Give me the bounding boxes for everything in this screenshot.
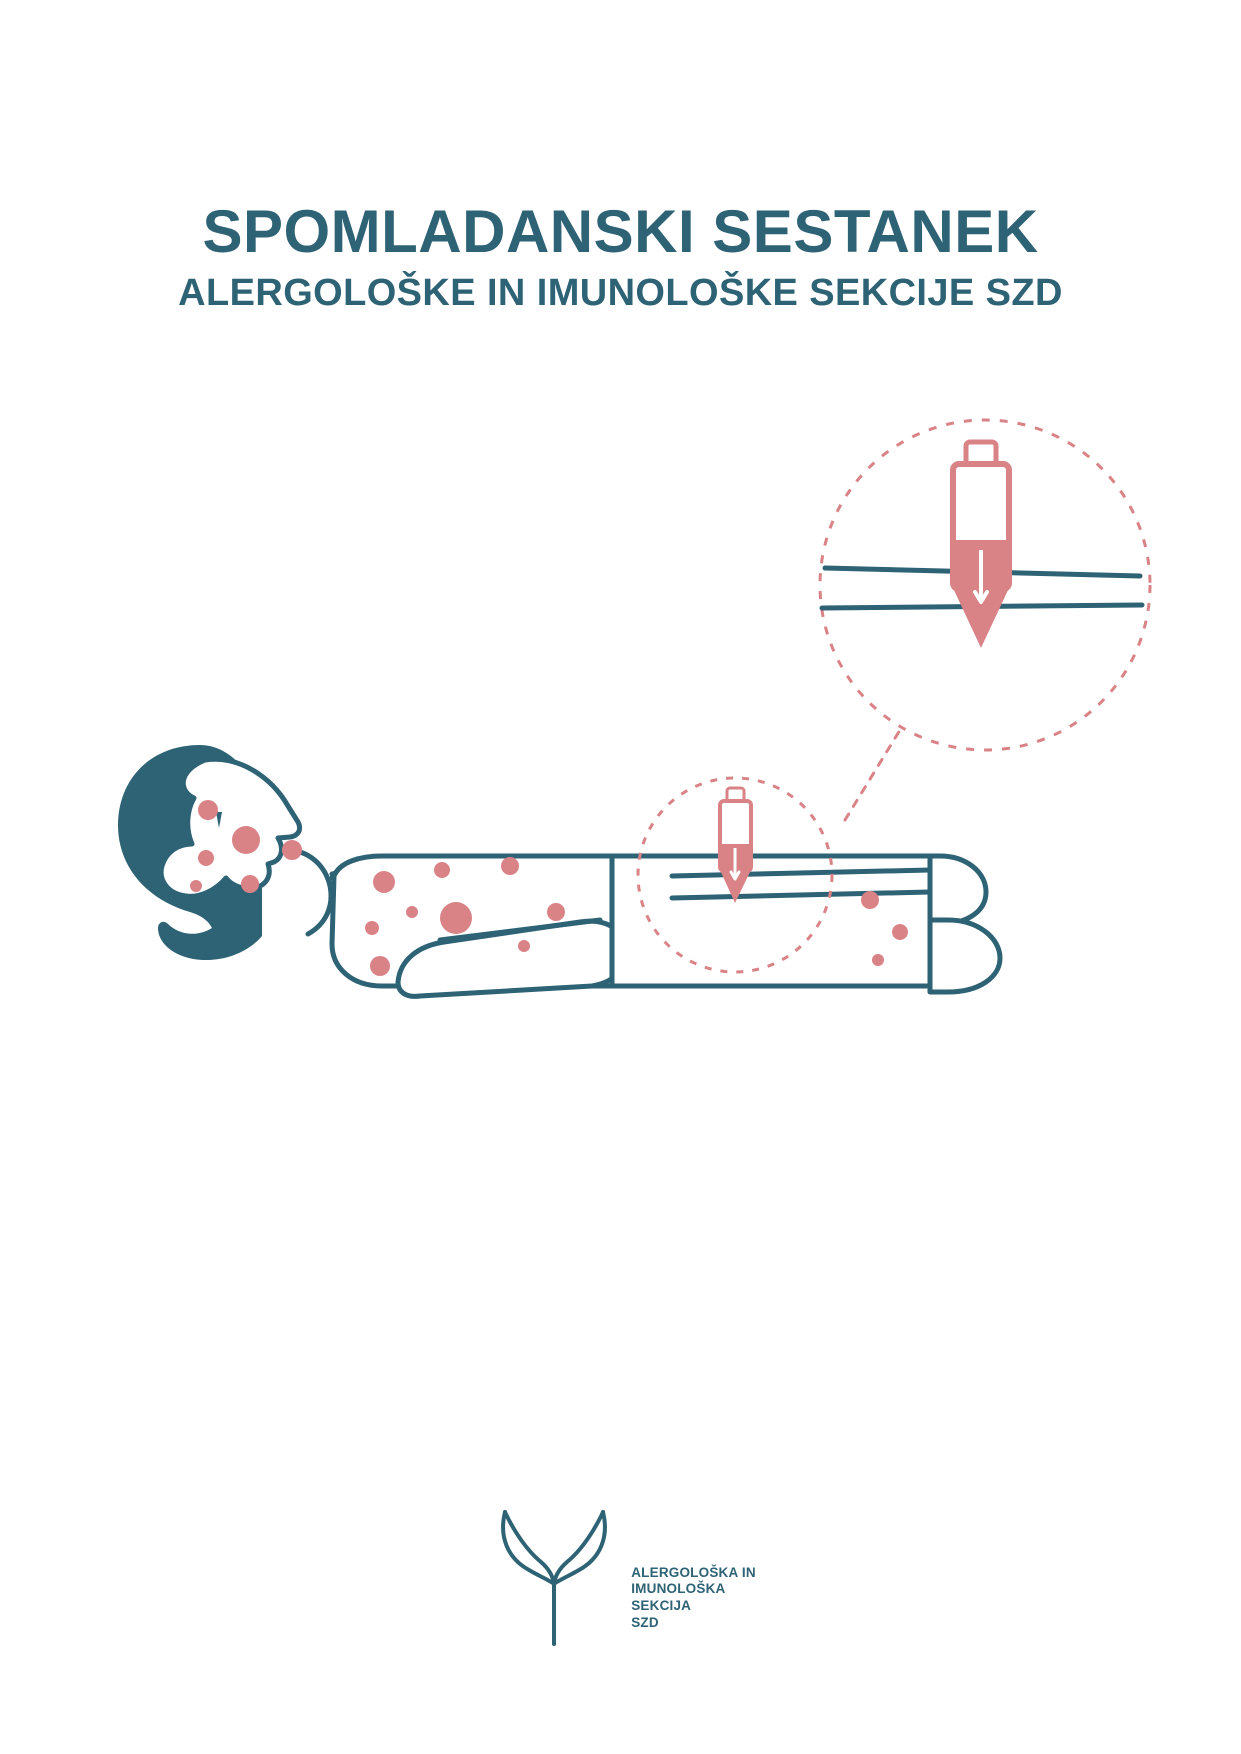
logo-line-3: SEKCIJA	[631, 1598, 692, 1614]
page-subtitle: ALERGOLOŠKE IN IMUNOLOŠKE SEKCIJE SZD	[178, 272, 1063, 314]
person-lying-down	[118, 745, 1000, 996]
magnifier-connector	[845, 730, 900, 820]
logo-line-4: SZD	[631, 1615, 659, 1631]
organization-logo	[0, 1500, 1241, 1650]
logo-text	[631, 1565, 756, 1633]
poster-title-block	[0, 200, 1241, 315]
illustration-svg	[0, 400, 1241, 1100]
logo-line-1: ALERGOLOŠKA IN	[631, 1564, 756, 1580]
magnifier-circle-small	[638, 778, 832, 972]
illustration	[0, 400, 1241, 1100]
magnifier-circle-large	[820, 420, 1150, 750]
logo-line-2: IMUNOLOŠKA	[631, 1581, 726, 1597]
page-title: SPOMLADANSKI SESTANEK	[202, 198, 1039, 265]
butterfly-logo-icon	[485, 1500, 625, 1650]
